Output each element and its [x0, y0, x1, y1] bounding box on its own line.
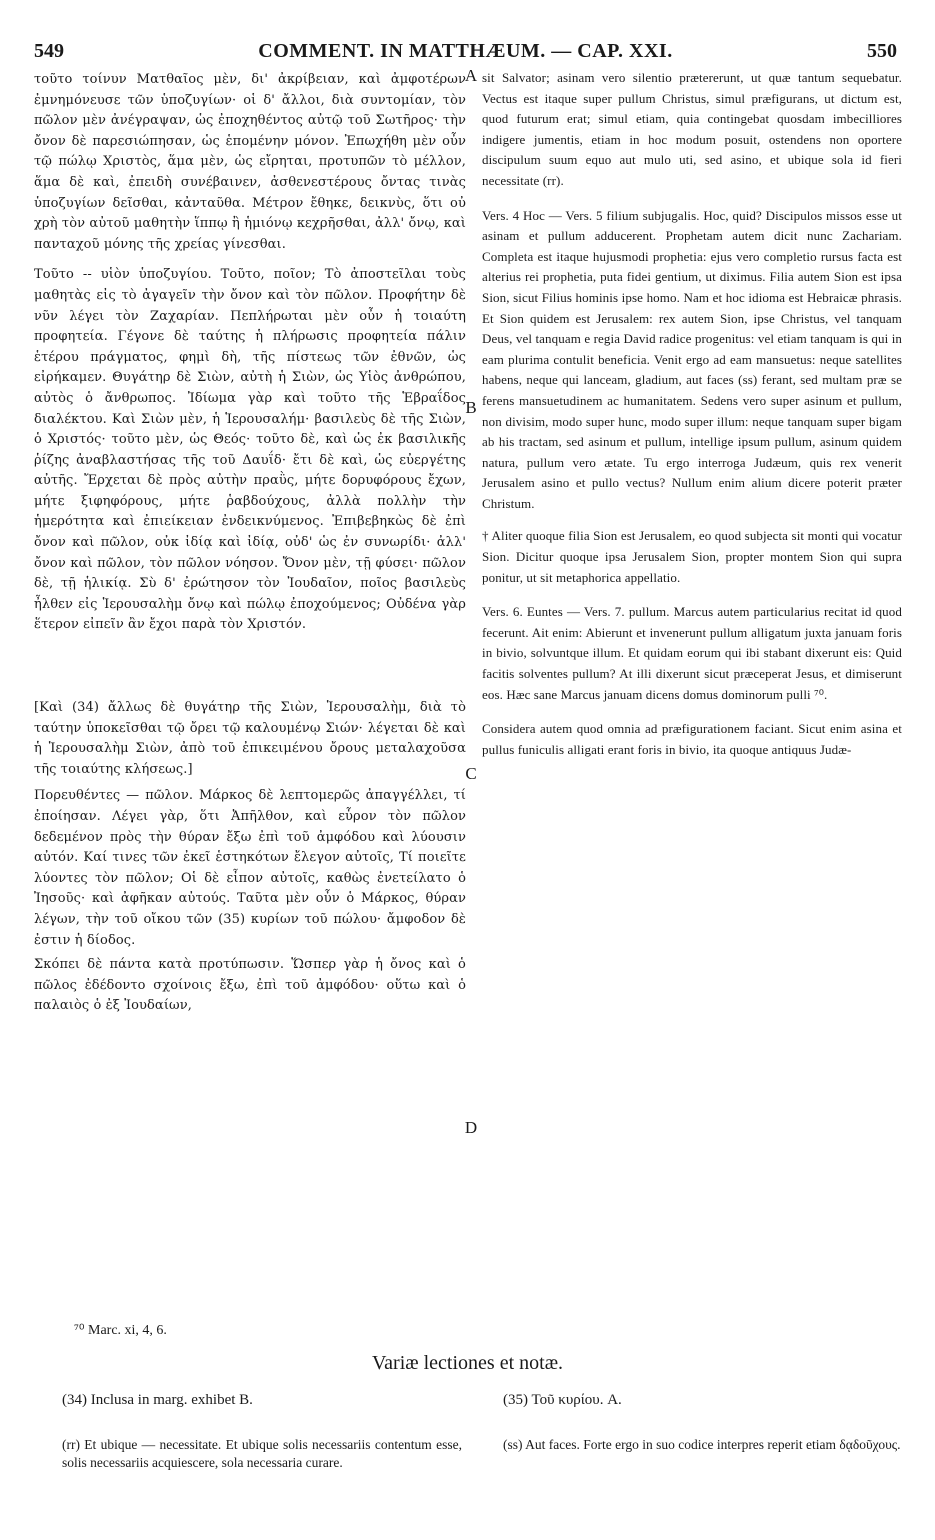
- greek-paragraph-2: Τοῦτο -- υἱὸν ὑποζυγίου. Τοῦτο, ποῖον; Τὸ ἀποστεῖλαι τοὺς μαθητὰς εἰς τὸ ἀγαγεῖν τὴν ὄνον καὶ τὸν πῶλον. Προφήτην δὲ νῦν λέγει τὸν Ζαχαρίαν. Πεπλήρωται μὲν οὖν ἡ τοιαύτη προφητεία. Γέγονε δὲ ταύτης ἡ πλήρωσις προφητεία πάλιν ἑτέρου πράγματος, φημὶ δὴ, τῆς πίστεως τῶν ἐθνῶν, ὡς εἰρήκαμεν. Θυγάτηρ δὲ Σιὼν, αὐτὴ ἡ Σιὼν, ὡς Υἱὸς ἀνθρώπου, αὐτὸς ὁ ἄνθρωπος. Ἰδίωμα γὰρ καὶ τοῦτο τῆς Ἑβραΐδος διαλέκτου. Καὶ Σιὼν μὲν, ἡ Ἱερουσαλήμ· βασιλεὺς δὲ τῆς Σιὼν, ὁ Χριστός· τοῦτο μὲν, ὡς Θεός· τοῦτο δὲ, καὶ ὡς ἐκ βασιλικῆς ῥίζης ἀναβλαστήσας τῆς τοῦ Δαυΐδ· ἔτι δὲ καὶ, ὡς εὐεργέτης αὐτῆς. Ἔρχεται δὲ πρὸς αὐτὴν πραῢς, μήτε δορυφόρους ἔχων, μήτε ξιφηφόρους, μήτε ῥαβδούχους, ἀλλὰ πολλὴν τὴν ἡμερότητα καὶ ἐπιείκειαν ἐνδεικνύμενος. Ἐπιβεβηκὼς δὲ ἐπὶ ὄνον καὶ πῶλον, οὐκ ἰδίᾳ καὶ ἰδίᾳ, οὐδ' ὡς ἐν συνωρίδι· ἀλλ' ὄνον καὶ πῶλον, τὸν πῶλον νόησον. Ὄνον μὲν, τῇ φύσει· πῶλον δὲ, τῇ ἡλικίᾳ. Σὺ δ' ἐρώτησον τὸν Ἰουδαῖον, ποῖος βασιλεὺς ἦλθεν εἰς Ἱερουσαλὴμ ὄνῳ καὶ πώλῳ ἐποχούμενος; Οὐδένα γὰρ ἕτερον εἰπεῖν ἂν ἔχοι παρὰ τὸν Χριστόν.: [34, 267, 466, 633]
- variae-lectiones-heading: Variæ lectiones et notæ.: [371, 1352, 564, 1374]
- margin-marker-a: A: [464, 66, 478, 85]
- latin-paragraph-1: sit Salvator; asinam vero silentio prætererunt, ut quæ tantum sequebatur. Vectus est itaque super pullum Christus, simul præfigurans, ut dictum est, quod futurum erat; simul etiam, quia contingebat quosdam imbecilliores indigere jumentis, etiam in hoc modum posuit, ostendens non oportere discipulum suum equo aut mulo uti, sed asino, et ubique sola id fieri necessitate (rr).: [482, 70, 902, 188]
- page-number-right: 550: [867, 40, 897, 62]
- latin-paragraph-4: Vers. 6. Euntes — Vers. 7. pullum. Marcus autem particularius recitat id quod fecerunt. Ait enim: Abierunt et invenerunt pullum alligatum juxta januam foris in bivio, solvuntque illum. Et quidam eorum qui ibi stabant dixerunt eis: Quid facitis solventes pullum? At illi dixerunt sicut præceperat Jesus, et dimiserunt eos. Hæc sane Marcus januam dicens domus dominorum pulli ⁷⁰.: [482, 604, 902, 702]
- footnote: ⁷⁰ Marc. xi, 4, 6.: [74, 1323, 167, 1338]
- greek-paragraph-3: [Καὶ (34) ἄλλως δὲ θυγάτηρ τῆς Σιὼν, Ἱερουσαλὴμ, διὰ τὸ ταύτην ὑποκεῖσθαι τῷ ὄρει τῷ καλουμένῳ Σιών· λέγεται δὲ καὶ ἡ Ἱερουσαλὴμ Σιὼν, ἀπὸ τοῦ ἐπικειμένου ὄρους μεταλαχοῦσα τῆς τοιαύτης κλήσεως.]: [34, 700, 466, 777]
- page-number-left: 549: [34, 40, 64, 62]
- greek-paragraph-1: τοῦτο τοίνυν Ματθαῖος μὲν, δι' ἀκρίβειαν, καὶ ἀμφοτέρων ἐμνημόνευσε τῶν ὑποζυγίων· οἱ δ' ἄλλοι, διὰ συντομίαν, τὸν πῶλον μὲν ἀνέγραψαν, ὡς ἐποχηθέντος αὐτῷ τοῦ Σωτῆρος· τὴν ὄνον δὲ παρεσιώπησαν, ὡς ἑπομένην μόνον. Ἐπωχήθη μὲν οὖν τῷ πώλῳ Χριστὸς, ἅμα μὲν, ὡς εἴρηται, προτυπῶν τὸ μέλλον, ἅμα δὲ καὶ, ἐπειδὴ συνέβαινεν, ἀσθενεστέρους ὄντας τινὰς ὑποζυγίων δεῖσθαι, κἀνταῦθα. Μέτρον ἔθηκε, δεικνὺς, ὅτι οὐ χρὴ τὸν αὐτοῦ μαθητὴν ἵππῳ ἢ ἡμιόνῳ κεχρῆσθαι, ἀλλ' ὄνῳ, καὶ πανταχοῦ μόνης τῆς χρείας γίνεσθαι.: [34, 72, 466, 252]
- margin-marker-d: D: [464, 1118, 478, 1137]
- greek-paragraph-4: Πορευθέντες — πῶλον. Μάρκος δὲ λεπτομερῶς ἀπαγγέλλει, τί ἐποίησαν. Λέγει γὰρ, ὅτι Ἀπῆλθον, καὶ εὗρον τὸν πῶλον δεδεμένον πρὸς τὴν θύραν ἔξω ἐπὶ τοῦ ἀμφόδου καὶ λύουσιν αὐτόν. Καί τινες τῶν ἐκεῖ ἑστηκότων ἔλεγον αὐτοῖς, Τί ποιεῖτε λύοντες τὸν πῶλον; Οἱ δὲ εἶπον αὐτοῖς, καθὼς ἐνετείλατο ὁ Ἰησοῦς· καὶ ἀφῆκαν αὐτούς. Ταῦτα μὲν οὖν ὁ Μάρκος, θύραν λέγων, τὴν τοῦ οἴκου τῶν (35) κυρίων τοῦ πώλου· ἄμφοδον δὲ ἐστιν ἡ δίοδος.: [34, 788, 466, 948]
- variant-35: (35) Τοῦ κυρίου. A.: [503, 1392, 622, 1408]
- running-title: COMMENT. IN MATTHÆUM. — CAP. XXI.: [258, 40, 673, 62]
- note-rr: (rr) Et ubique — necessitate. Et ubique solis necessariis contentum esse, solis necessariis acquiescere, sola necessaria curare.: [62, 1437, 462, 1470]
- page-header: [34, 40, 897, 64]
- variant-34: (34) Inclusa in marg. exhibet B.: [62, 1392, 253, 1408]
- margin-marker-c: C: [465, 764, 477, 783]
- greek-paragraph-5: Σκόπει δὲ πάντα κατὰ προτύπωσιν. Ὥσπερ γὰρ ἡ ὄνος καὶ ὁ πῶλος ἐδέδοντο σχοίνοις ἔξω, ἐπὶ τοῦ ἀμφόδου· οὕτω καὶ ὁ παλαιὸς ὁ ἐξ Ἰουδαίων,: [34, 957, 466, 1014]
- latin-paragraph-2: Vers. 4 Hoc — Vers. 5 filium subjugalis. Hoc, quid? Discipulos missos esse ut asinam et pullum adducerent. Prophetam autem dicit nunc Zachariam. Completa est itaque hujusmodi prophetia: ejus vero completio rursus facta est alterius rei prophetia, puta fidei gentium, ut diximus. Filia autem Sion est ipsa Sion, sicut Filius hominis ipse homo. Nam et hoc idioma est Hebraicæ phrasis. Et Sion quidem est Jerusalem: rex autem Sion, ipse Christus, vel tanquam Deus, vel tanquam e regia David radice progenitus: vel etiam tanquam is qui in eam plurima contulit beneficia. Venit ergo ad eam mansuetus: neque satellites habens, neque qui lanceam, gladium, aut faces (ss) ferant, sed multam præ se ferens mansuetudinem ac humanitatem. Sedens vero super asinum et pullum, non divisim, modo super hunc, modo super illum: neque tanquam super bigam ab his tractam, sed asinum et pullum, intellige ipsum pullum, asinum quidem natura, pullum vero ætate. Tu ergo interroga Judæum, quis rex venerit Jerusalem asino et pullo vectus? Nullum enim alium dicere poterit præter Christum.: [482, 207, 902, 511]
- latin-paragraph-3: † Aliter quoque filia Sion est Jerusalem, eo quod subjecta sit monti qui vocatur Sion. Dicitur quoque ipsa Jerusalem Sion, propter montem Sion qui supra ponitur, ut sit metaphorica appellatio.: [482, 528, 902, 585]
- greek-column: [34, 70, 466, 1017]
- latin-paragraph-5: Considera autem quod omnia ad præfigurationem faciant. Sicut enim asina et pullus funiculis alligati erant foris in bivio, ita quoque antiquus Judæ-: [482, 721, 902, 757]
- note-ss: (ss) Aut faces. Forte ergo in suo codice interpres reperit etiam δᾳδοῦχους.: [503, 1437, 901, 1452]
- margin-marker-b: B: [465, 398, 477, 417]
- latin-column: [482, 68, 902, 760]
